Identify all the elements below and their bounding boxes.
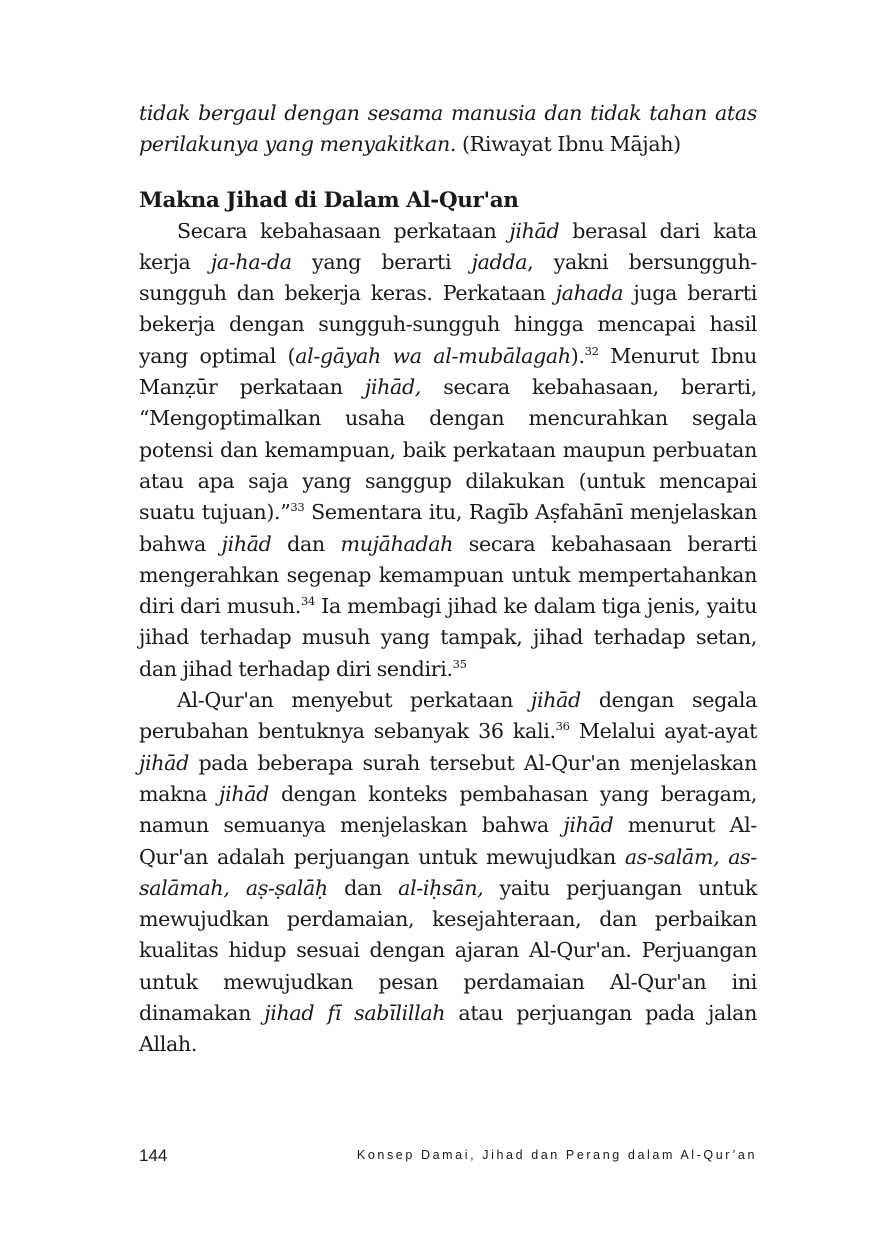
- italic-term: as-salām, as-salāmah, aṣ-ṣalāḥ: [139, 844, 757, 900]
- footnote-ref-34[interactable]: 34: [301, 594, 315, 609]
- italic-term: jihād: [509, 218, 560, 243]
- text-run: Menurut Ibnu Manẓūr perkataan: [139, 343, 757, 400]
- text-run: dengan konteks pembahasan yang beragam, namun semuanya menjelaskan bahwa: [139, 781, 757, 838]
- italic-term: jihād: [530, 688, 581, 713]
- text-run: secara kebahasaan berarti mengerahkan segenap kemampuan untuk mempertahankan diri dari musuh.: [139, 531, 757, 619]
- text-run: Sementara itu, Ragīb Aṣfahānī menjelaskan bahwa: [139, 500, 757, 556]
- quote-source: (Riwayat Ibnu Mājah): [456, 132, 681, 157]
- text-run: Al-Qur'an menyebut perkataan: [177, 688, 531, 713]
- italic-term: jihad fī sabīlillah: [264, 1001, 446, 1026]
- footnote-ref-32[interactable]: 32: [584, 343, 599, 358]
- text-run: yaitu perjuangan untuk mewujudkan perdamaian, kesejahteraan, dan perbaikan kualitas hidup sesuai dengan ajaran Al-Qur'an. Perjuangan untuk mewujudkan pesan perdamaian Al-Qur'an ini dinamakan: [139, 875, 757, 1026]
- text-run: atau perjuangan pada jalan Allah.: [139, 1001, 757, 1057]
- section-heading: Makna Jihad di Dalam Al-Qur'an: [139, 187, 519, 213]
- page-footer: [139, 1146, 757, 1170]
- text-run: Melalui ayat-ayat: [569, 719, 757, 744]
- italic-term: jahada: [555, 281, 624, 306]
- italic-term: mujāhadah: [340, 531, 454, 556]
- page-number: 144: [139, 1146, 168, 1165]
- text-run: dan: [271, 531, 341, 556]
- footnote-ref-35[interactable]: 35: [452, 656, 467, 671]
- text-run: Secara kebahasaan perkataan: [177, 218, 510, 243]
- italic-term: jadda: [471, 249, 528, 274]
- text-run: Ia membagi jihad ke dalam tiga jenis, yaitu jihad terhadap musuh yang tampak, jihad terhadap setan, dan jihad terhadap diri sendiri.: [139, 594, 757, 681]
- text-run: ).: [570, 343, 585, 368]
- italic-term: al-gāyah wa al-mubālagah: [295, 343, 571, 368]
- text-run: secara kebahasaan, berarti, “Mengoptimalkan usaha dengan mencurahkan segala potensi dan kemampuan, baik perkataan maupun perbuatan atau apa saja yang sanggup dilakukan (untuk mencapai suatu tujuan).”: [139, 375, 757, 525]
- text-run: , yakni bersungguh-sungguh dan bekerja keras. Perkataan: [139, 249, 757, 306]
- italic-term: jihād,: [364, 375, 422, 400]
- paragraph-1: [139, 216, 757, 685]
- italic-term: jihād: [219, 781, 269, 806]
- text-run: berasal dari kata kerja: [139, 218, 757, 274]
- italic-term: jihād: [563, 813, 614, 838]
- text-run: yang berarti: [291, 249, 472, 274]
- running-title: Konsep Damai, Jihad dan Perang dalam Al-Qur’an: [356, 1148, 757, 1162]
- italic-term: al-iḥsān,: [398, 875, 484, 900]
- text-run: dengan segala perubahan bentuknya sebanyak 36 kali.: [139, 688, 757, 744]
- italic-term: jihād: [139, 750, 189, 775]
- text-run: juga berarti bekerja dengan sungguh-sungguh hingga mencapai hasil yang optimal (: [139, 281, 757, 368]
- footnote-ref-33[interactable]: 33: [290, 500, 305, 515]
- hadith-quote: [139, 98, 757, 161]
- paragraph-2: [139, 685, 757, 1061]
- text-run: menurut Al-Qur'an adalah perjuangan untuk mewujudkan: [139, 813, 757, 869]
- text-run: dan: [327, 875, 399, 900]
- italic-term: ja-ha-da: [210, 249, 292, 274]
- page-body: [139, 98, 757, 1061]
- footnote-ref-36[interactable]: 36: [555, 719, 570, 734]
- quote-text: tidak bergaul dengan sesama manusia dan tidak tahan atas perilakunya yang menyakitkan.: [139, 101, 757, 157]
- italic-term: jihād: [221, 531, 272, 556]
- text-run: pada beberapa surah tersebut Al-Qur'an menjelaskan makna: [139, 750, 757, 806]
